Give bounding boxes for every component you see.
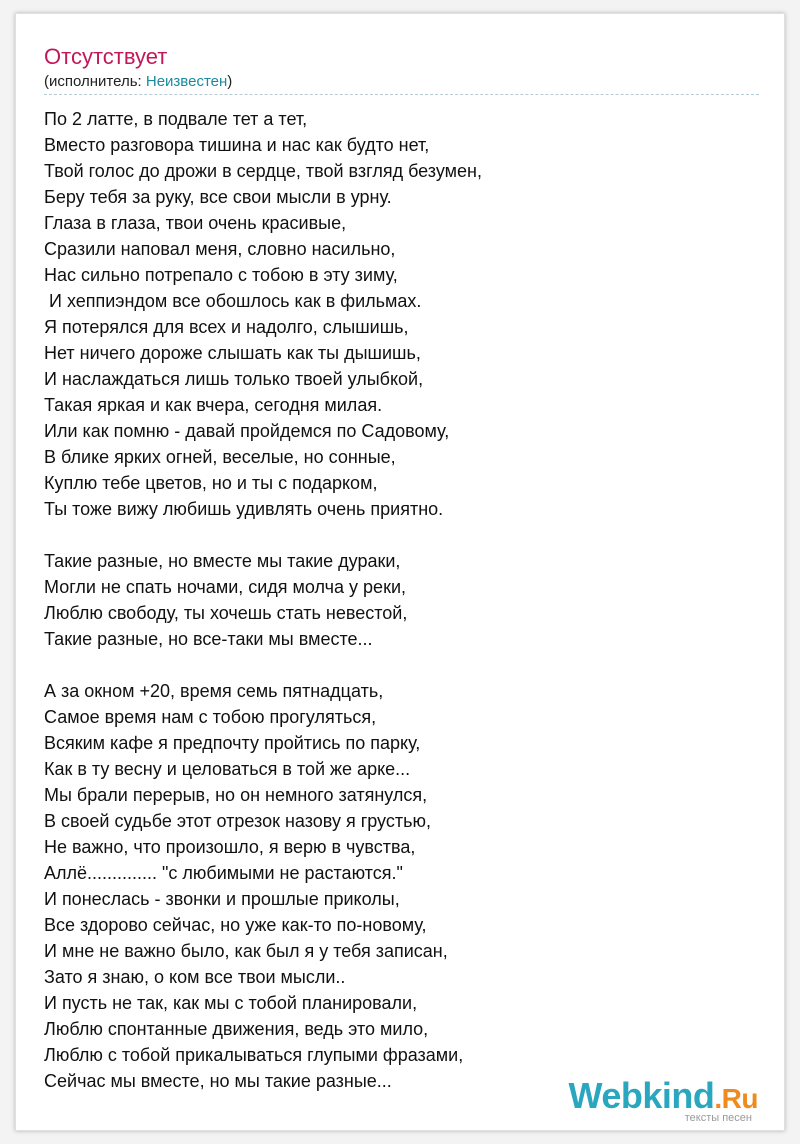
lyric-line: Люблю с тобой прикалываться глупыми фразами, — [44, 1045, 464, 1065]
lyric-line: Аллё.............. "с любимыми не растаются." — [44, 863, 403, 883]
lyric-line: В блике ярких огней, веселые, но сонные, — [44, 447, 396, 467]
lyric-line: Как в ту весну и целоваться в той же арке... — [44, 759, 411, 779]
lyric-line: Сразили наповал меня, словно насильно, — [44, 239, 396, 259]
lyric-line: Нас сильно потрепало с тобою в эту зиму, — [44, 265, 398, 285]
stanza-gap — [44, 652, 482, 678]
lyric-line: Все здорово сейчас, но уже как-то по-новому, — [44, 915, 427, 935]
lyric-line: Я потерялся для всех и надолго, слышишь, — [44, 317, 409, 337]
lyric-line: Люблю спонтанные движения, ведь это мило, — [44, 1019, 429, 1039]
site-tagline: тексты песен — [684, 1112, 752, 1124]
lyric-line: Вместо разговора тишина и нас как будто нет, — [44, 135, 430, 155]
artist-prefix: (исполнитель: — [44, 73, 146, 90]
lyric-line: По 2 латте, в подвале тет а тет, — [44, 109, 308, 129]
lyric-line: И наслаждаться лишь только твоей улыбкой, — [44, 369, 424, 389]
lyric-line: Самое время нам с тобою прогуляться, — [44, 707, 377, 727]
lyric-line: И мне не важно было, как был я у тебя записан, — [44, 941, 448, 961]
lyric-line: Такие разные, но вместе мы такие дураки, — [44, 551, 401, 571]
lyric-line: А за окном +20, время семь пятнадцать, — [44, 681, 384, 701]
lyric-line: Не важно, что произошло, я верю в чувства, — [44, 837, 416, 857]
lyric-line: Могли не спать ночами, сидя молча у реки, — [44, 577, 406, 597]
lyric-line: Всяким кафе я предпочту пройтись по парку, — [44, 733, 421, 753]
lyric-line: Твой голос до дрожи в сердце, твой взгляд безумен, — [44, 161, 482, 181]
logo-suffix: .Ru — [714, 1083, 758, 1114]
lyric-line: Глаза в глаза, твои очень красивые, — [44, 213, 347, 233]
lyric-line: Сейчас мы вместе, но мы такие разные... — [44, 1071, 392, 1091]
lyric-line: Зато я знаю, о ком все твои мысли.. — [44, 967, 346, 987]
song-title: Отсутствует — [44, 44, 168, 69]
lyric-line: Беру тебя за руку, все свои мысли в урну. — [44, 187, 392, 207]
lyric-line: Куплю тебе цветов, но и ты с подарком, — [44, 473, 378, 493]
logo-main: Webkind — [568, 1075, 715, 1116]
lyric-line: Такая яркая и как вчера, сегодня милая. — [44, 395, 383, 415]
artist-suffix: ) — [227, 73, 233, 90]
lyric-line: В своей судьбе этот отрезок назову я грустью, — [44, 811, 431, 831]
lyric-line: Ты тоже вижу любишь удивлять очень приятно. — [44, 499, 444, 519]
lyric-line: И хеппиэндом все обошлось как в фильмах. — [44, 291, 422, 311]
chorus — [44, 548, 482, 652]
verse-2 — [44, 678, 482, 1094]
lyric-line: И пусть не так, как мы с тобой планировали, — [44, 993, 418, 1013]
lyric-line: И понеслась - звонки и прошлые приколы, — [44, 889, 400, 909]
site-brand[interactable] — [569, 1077, 758, 1124]
lyric-line: Мы брали перерыв, но он немного затянулся, — [44, 785, 428, 805]
lyric-line: Или как помню - давай пройдемся по Садовому, — [44, 421, 450, 441]
verse-1 — [44, 106, 482, 522]
divider — [44, 94, 759, 95]
lyric-line: Люблю свободу, ты хочешь стать невестой, — [44, 603, 408, 623]
artist-line — [44, 73, 232, 91]
lyric-line: Такие разные, но все-таки мы вместе... — [44, 629, 373, 649]
stanza-gap — [44, 522, 482, 548]
lyrics-page — [15, 13, 785, 1131]
lyric-line: Нет ничего дороже слышать как ты дышишь, — [44, 343, 421, 363]
lyrics-text — [44, 106, 482, 1094]
artist-link[interactable]: Неизвестен — [145, 73, 228, 90]
